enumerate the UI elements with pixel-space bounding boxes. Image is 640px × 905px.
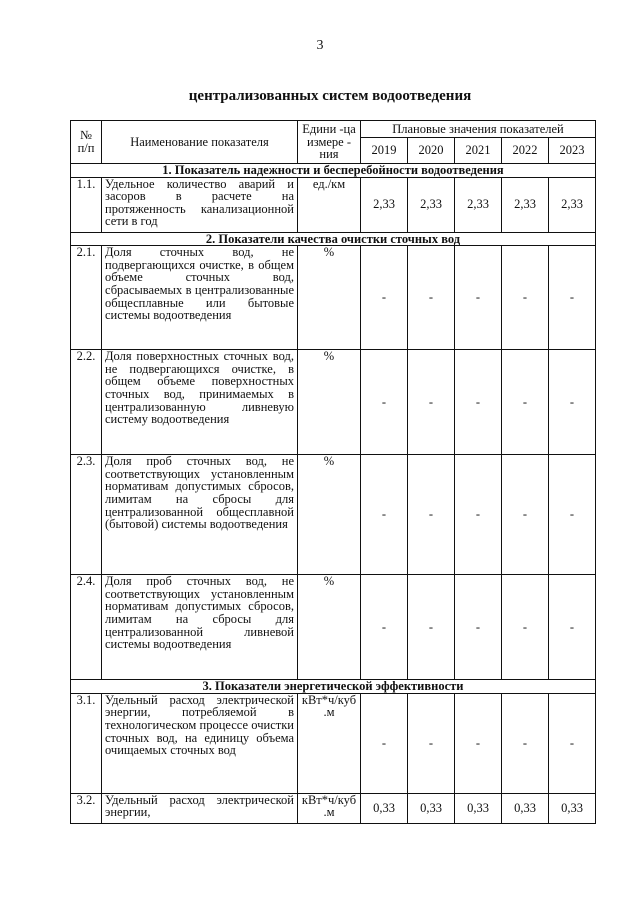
row-value: 0,33 bbox=[502, 793, 549, 823]
page-number: 3 bbox=[316, 38, 324, 53]
table-row bbox=[71, 575, 596, 680]
row-value: - bbox=[455, 246, 502, 350]
indicators-table bbox=[70, 120, 596, 824]
row-value: - bbox=[408, 246, 455, 350]
row-value: - bbox=[502, 350, 549, 455]
row-value: - bbox=[361, 246, 408, 350]
row-name: Удельное количество аварий и засоров в расчете на протяженность канализационной сети в год bbox=[102, 177, 298, 232]
table-row bbox=[71, 693, 596, 793]
row-unit: % bbox=[298, 350, 361, 455]
row-value: - bbox=[408, 350, 455, 455]
row-value: - bbox=[455, 455, 502, 575]
section-title: 3. Показатели энергетической эффективности bbox=[71, 680, 596, 694]
row-value: - bbox=[455, 350, 502, 455]
table-row bbox=[71, 793, 596, 823]
row-value: - bbox=[361, 693, 408, 793]
year-header: 2022 bbox=[502, 138, 549, 164]
section-row-2 bbox=[71, 232, 596, 246]
row-value: - bbox=[361, 455, 408, 575]
section-row-3 bbox=[71, 680, 596, 694]
row-name: Удельный расход электрической энергии, потребляемой в технологическом процессе очистки сточных вод, на единицу объема очищаемых сточных вод bbox=[102, 693, 298, 793]
row-value: 2,33 bbox=[408, 177, 455, 232]
row-value: - bbox=[455, 693, 502, 793]
section-title: 2. Показатели качества очистки сточных вод bbox=[71, 232, 596, 246]
year-header: 2020 bbox=[408, 138, 455, 164]
row-value: - bbox=[455, 575, 502, 680]
row-value: - bbox=[408, 693, 455, 793]
row-unit: кВт*ч/куб .м bbox=[298, 793, 361, 823]
col-unit-header: Едини -ца измере - ния bbox=[298, 121, 361, 164]
row-value: 2,33 bbox=[455, 177, 502, 232]
col-num-header: № п/п bbox=[71, 121, 102, 164]
row-number: 2.4. bbox=[71, 575, 102, 680]
row-value: - bbox=[502, 455, 549, 575]
row-name: Удельный расход электрической энергии, bbox=[102, 793, 298, 823]
col-plan-header: Плановые значения показателей bbox=[361, 121, 596, 138]
row-number: 3.2. bbox=[71, 793, 102, 823]
row-number: 2.1. bbox=[71, 246, 102, 350]
year-header: 2023 bbox=[549, 138, 596, 164]
row-value: 2,33 bbox=[549, 177, 596, 232]
table-row bbox=[71, 350, 596, 455]
row-value: 0,33 bbox=[455, 793, 502, 823]
row-name: Доля сточных вод, не подвергающихся очистке, в общем объеме сточных вод, сбрасываемых в централизованные общесплавные или бытовые системы водоотведения bbox=[102, 246, 298, 350]
row-value: - bbox=[408, 455, 455, 575]
row-value: - bbox=[361, 350, 408, 455]
row-value: - bbox=[502, 693, 549, 793]
section-title: 1. Показатель надежности и бесперебойности водоотведения bbox=[71, 164, 596, 178]
row-number: 1.1. bbox=[71, 177, 102, 232]
table-row bbox=[71, 455, 596, 575]
row-value: 0,33 bbox=[408, 793, 455, 823]
page-title: централизованных систем водоотведения bbox=[188, 88, 472, 104]
row-value: - bbox=[549, 455, 596, 575]
row-value: - bbox=[408, 575, 455, 680]
row-value: 0,33 bbox=[549, 793, 596, 823]
row-number: 2.3. bbox=[71, 455, 102, 575]
table-row bbox=[71, 177, 596, 232]
row-number: 3.1. bbox=[71, 693, 102, 793]
row-value: 2,33 bbox=[361, 177, 408, 232]
year-header: 2019 bbox=[361, 138, 408, 164]
row-name: Доля поверхностных сточных вод, не подвергающихся очистке, в общем объеме поверхностных сточных вод, принимаемых в централизованную ливневую систему водоотведения bbox=[102, 350, 298, 455]
row-unit: % bbox=[298, 246, 361, 350]
row-value: - bbox=[549, 350, 596, 455]
section-row-1 bbox=[71, 164, 596, 178]
row-value: - bbox=[549, 246, 596, 350]
row-unit: ед./км bbox=[298, 177, 361, 232]
table-row bbox=[71, 246, 596, 350]
row-value: - bbox=[549, 693, 596, 793]
row-value: - bbox=[549, 575, 596, 680]
row-value: 0,33 bbox=[361, 793, 408, 823]
row-number: 2.2. bbox=[71, 350, 102, 455]
row-value: - bbox=[502, 246, 549, 350]
row-unit: % bbox=[298, 455, 361, 575]
row-name: Доля проб сточных вод, не соответствующих установленным нормативам допустимых сбросов, лимитам на сбросы для централизованной ливневой системы водоотведения bbox=[102, 575, 298, 680]
row-value: - bbox=[502, 575, 549, 680]
row-name: Доля проб сточных вод, не соответствующих установленным нормативам допустимых сбросов, лимитам на сбросы для централизованной общесплавной (бытовой) системы водоотведения bbox=[102, 455, 298, 575]
row-value: 2,33 bbox=[502, 177, 549, 232]
col-name-header: Наименование показателя bbox=[102, 121, 298, 164]
row-unit: % bbox=[298, 575, 361, 680]
row-value: - bbox=[361, 575, 408, 680]
row-unit: кВт*ч/куб .м bbox=[298, 693, 361, 793]
year-header: 2021 bbox=[455, 138, 502, 164]
